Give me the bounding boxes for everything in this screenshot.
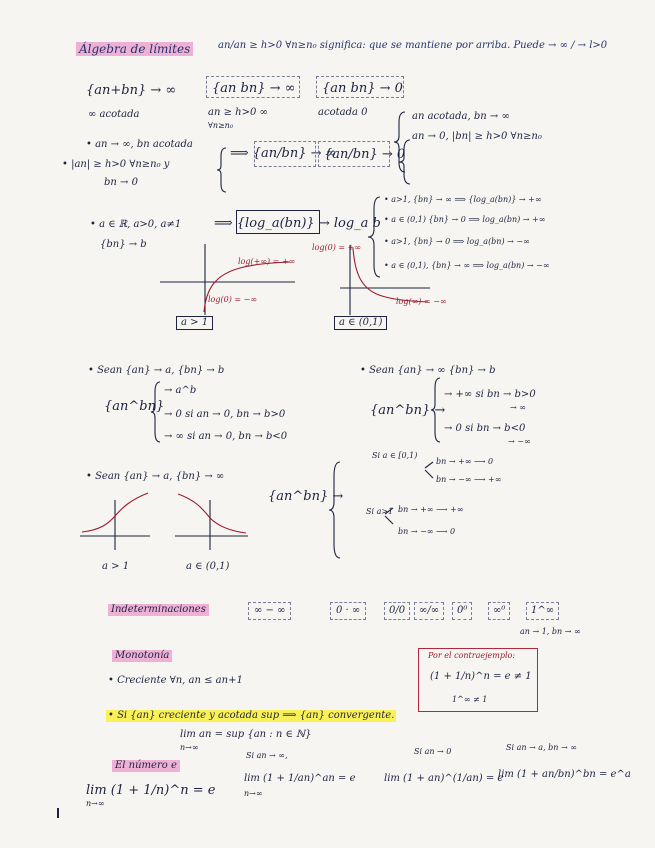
- graph1-zero: log(0) = −∞: [208, 295, 257, 304]
- exp-c2a: bn → +∞ ⟶ +∞: [398, 505, 464, 514]
- sum-limit: {an+bn} → ∞: [86, 83, 177, 98]
- bracket1-b: an → 0, |bn| ≥ h>0 ∀n≥n₀: [412, 131, 542, 142]
- pow-intro: • Sean {an} → a, {bn} → b: [88, 365, 225, 376]
- log-case2: • a ∈ (0,1) {bn} → 0 ⟹ log_a(bn) → +∞: [384, 215, 546, 224]
- bracket1-a: an acotada, bn → ∞: [412, 111, 510, 122]
- expg2-curve: [178, 494, 246, 533]
- pow-l1: → a^b: [164, 385, 197, 396]
- brace-exp: [329, 462, 340, 558]
- quot-result2: {an/bn} → 0: [324, 147, 406, 162]
- indet-0: ∞ − ∞: [248, 602, 291, 620]
- graph1-label: log(+∞) = +∞: [238, 257, 296, 266]
- pow-right-left: {an^bn} →: [370, 403, 446, 418]
- e-lim1: lim (1 + 1/n)^n = e: [86, 783, 216, 798]
- exp-case1: Si a ∈ [0,1): [372, 451, 418, 460]
- monot-title: Monotonía: [112, 650, 172, 662]
- indet-5: ∞⁰: [488, 602, 510, 620]
- monot-line: • Creciente ∀n, an ≤ an+1: [108, 675, 243, 686]
- brace-quot: [217, 148, 226, 192]
- e-lim4: lim (1 + an/bn)^bn = e^a: [498, 769, 631, 780]
- exp-branch-2: [425, 470, 433, 478]
- e-lim1-sub: n→∞: [86, 799, 105, 808]
- pow-l3: → ∞ si an → 0, bn → b<0: [164, 431, 288, 442]
- indet-note: an → 1, bn → ∞: [520, 627, 581, 636]
- prod2-limit: {an bn} → 0: [322, 81, 403, 96]
- e-c2: Si an → ∞,: [246, 751, 288, 760]
- quot-result1: ⟹ {an/bn} → ∞: [230, 146, 337, 161]
- note-title: Por el contraejemplo:: [428, 651, 516, 660]
- exp-case2: Si a>1: [366, 507, 394, 516]
- quot-cond1: • an → ∞, bn acotada: [86, 139, 193, 150]
- exp-left: {an^bn} →: [268, 489, 344, 504]
- e-title: El número e: [112, 760, 180, 772]
- exp-c2b: bn → −∞ ⟶ 0: [398, 527, 456, 536]
- e-lim2-sub: n→∞: [244, 789, 263, 798]
- e-lim3: lim (1 + an)^(1/an) = e: [384, 773, 504, 784]
- note-formula: (1 + 1/n)^n = e ≠ 1: [430, 671, 532, 682]
- log-case3: • a>1, {bn} → 0 ⟹ log_a(bn) → −∞: [384, 237, 530, 246]
- indet-3: ∞/∞: [414, 602, 444, 620]
- prod1-limit: {an bn} → ∞: [212, 81, 296, 96]
- prod1-sub2: ∀n≥n₀: [208, 121, 234, 130]
- indet-2: 0/0: [384, 602, 410, 620]
- note-formula2: 1^∞ ≠ 1: [452, 695, 488, 704]
- log-case1: • a>1, {bn} → ∞ ⟹ {log_a(bn)} → +∞: [384, 195, 542, 204]
- pow-r2: → 0 si bn → b<0: [444, 423, 526, 434]
- graph2-bottom: log(∞) = −∞: [396, 297, 447, 306]
- exp-branch-1: [425, 462, 433, 468]
- prod2-sub: acotada 0: [318, 107, 368, 118]
- pow-r1: → +∞ si bn → b>0: [444, 389, 536, 400]
- e-c3: Si an → 0: [414, 747, 452, 756]
- pow-r1b: → ∞: [510, 403, 526, 412]
- graph1-curve: [204, 262, 290, 312]
- pow-l2: → 0 si an → 0, bn → b>0: [164, 409, 286, 420]
- graph2-box: a ∈ (0,1): [334, 316, 387, 330]
- monot-line2: • Si {an} creciente y acotada sup ⟹ {an} convergente.: [108, 710, 395, 721]
- log-cond2: {bn} → b: [100, 239, 147, 250]
- page-title: Álgebra de límites: [76, 42, 193, 56]
- graph2-top: log(0) = +∞: [312, 243, 361, 252]
- pow-left: {an^bn}: [104, 399, 165, 414]
- exp-intro: • Sean {an} → a, {bn} → ∞: [86, 471, 225, 482]
- pow-right-intro: • Sean {an} → ∞ {bn} → b: [360, 365, 496, 376]
- header-note: an/an ≥ h>0 ∀n≥n₀ significa: que se mantiene por arriba. Puede → ∞ / → l>0: [218, 40, 608, 51]
- indet-title: Indeterminaciones: [108, 604, 209, 616]
- pow-r2b: → −∞: [508, 437, 531, 446]
- sum-sub: ∞ acotada: [88, 109, 140, 120]
- sup-line: lim an = sup {an : n ∈ ℕ}: [180, 729, 312, 740]
- brace-log: [368, 197, 380, 277]
- graph1-box: a > 1: [176, 316, 213, 330]
- quot-cond2: • |an| ≥ h>0 ∀n≥n₀ y: [62, 159, 170, 170]
- indet-4: 0⁰: [452, 602, 472, 620]
- exp-c1b: bn → −∞ ⟶ +∞: [436, 475, 502, 484]
- e-lim2: lim (1 + 1/an)^an = e: [244, 773, 356, 784]
- exp-graph2-label: a ∈ (0,1): [186, 561, 230, 572]
- exp-graph1-label: a > 1: [102, 561, 130, 572]
- log-case4: • a ∈ (0,1), {bn} → ∞ ⟹ log_a(bn) → −∞: [384, 261, 550, 270]
- quot-cond3: bn → 0: [104, 177, 138, 188]
- e-c4: Si an → a, bn → ∞: [506, 743, 577, 752]
- log-main: ⟹ {log_a(bn)} → log_a b: [214, 216, 381, 231]
- sup-sub: n→∞: [180, 743, 199, 752]
- exp-branch-4: [385, 516, 393, 524]
- graph2-curve: [353, 248, 428, 302]
- indet-1: 0 · ∞: [330, 602, 366, 620]
- prod1-sub: an ≥ h>0 ∞: [208, 107, 268, 118]
- indet-6: 1^∞: [526, 602, 559, 620]
- exp-c1a: bn → +∞ ⟶ 0: [436, 457, 494, 466]
- log-cond: • a ∈ ℝ, a>0, a≠1: [90, 219, 182, 230]
